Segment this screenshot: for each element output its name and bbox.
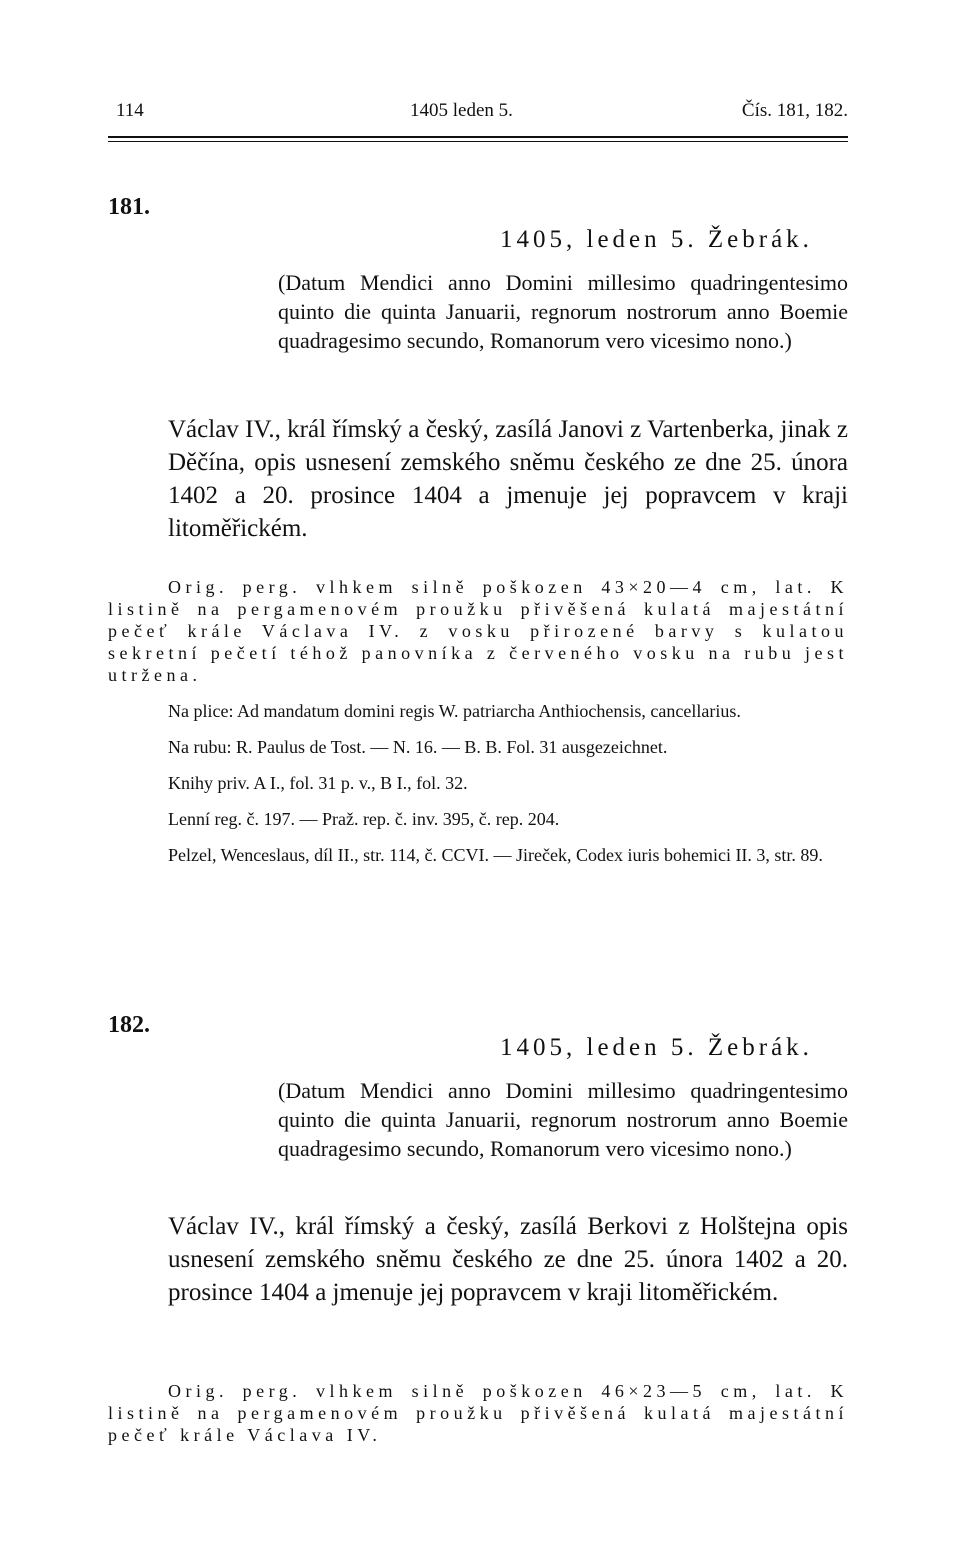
header-date: 1405 leden 5. xyxy=(410,100,513,121)
date-place-182: 1405, leden 5. Žebrák. xyxy=(500,1034,813,1061)
document-number-182: 182. xyxy=(108,1012,150,1038)
notes-181 xyxy=(108,576,848,866)
running-header xyxy=(108,100,848,130)
header-document-numbers: Čís. 181, 182. xyxy=(741,100,848,121)
document-number-181: 181. xyxy=(108,194,150,220)
na-rubu-181: Na rubu: R. Paulus de Tost. — N. 16. — B. B. Fol. 31 ausgezeichnet. xyxy=(168,737,668,757)
knihy-181: Knihy priv. A I., fol. 31 p. v., B I., fol. 32. xyxy=(168,773,468,793)
header-rule-thin xyxy=(108,141,848,142)
na-plice-181: Na plice: Ad mandatum domini regis W. patriarcha Anthiochensis, cancellarius. xyxy=(168,701,741,721)
latin-dating-182: (Datum Mendici anno Domini millesimo quadringentesimo quinto die quinta Januarii, regnorum nostrorum anno Boemie quadragesimo secundo, Romanorum vero vicesimo nono.) xyxy=(278,1078,848,1161)
date-place-181: 1405, leden 5. Žebrák. xyxy=(500,226,813,253)
page-number: 114 xyxy=(116,100,144,121)
notes-182 xyxy=(108,1380,848,1446)
regest-181: Václav IV., král římský a český, zasílá Janovi z Vartenberka, jinak z Děčína, opis usnesení zemského sněmu českého ze dne 25. února 1402 a 20. prosince 1404 a jmenuje jej popravcem v kraji litoměřickém. xyxy=(168,416,848,542)
orig-description-182: Orig. perg. vlhkem silně poškozen 46×23—5 cm, lat. K listině na pergamenovém proužku přivěšená kulatá majestátní pečeť krále Václava IV. xyxy=(108,1381,848,1445)
lenni-reg-181: Lenní reg. č. 197. — Praž. rep. č. inv. 395, č. rep. 204. xyxy=(168,809,560,829)
literature-181: Pelzel, Wenceslaus, díl II., str. 114, č. CCVI. — Jireček, Codex iuris bohemici II. 3, str. 89. xyxy=(168,845,823,865)
latin-dating-181: (Datum Mendici anno Domini millesimo quadringentesimo quinto die quinta Januarii, regnorum nostrorum anno Boemie quadragesimo secundo, Romanorum vero vicesimo nono.) xyxy=(278,270,848,353)
regest-182: Václav IV., král římský a český, zasílá Berkovi z Holštejna opis usnesení zemského sněmu českého ze dne 25. února 1402 a 20. prosince 1404 a jmenuje jej popravcem v kraji litoměřickém. xyxy=(168,1213,848,1306)
header-rule-thick xyxy=(108,136,848,138)
orig-description-181: Orig. perg. vlhkem silně poškozen 43×20—4 cm, lat. K listině na pergamenovém proužku přivěšená kulatá majestátní pečeť krále Václava IV. z vosku přirozené barvy s kulatou sekretní pečetí téhož panovníka z červeného vosku na rubu jest utržena. xyxy=(108,577,848,685)
